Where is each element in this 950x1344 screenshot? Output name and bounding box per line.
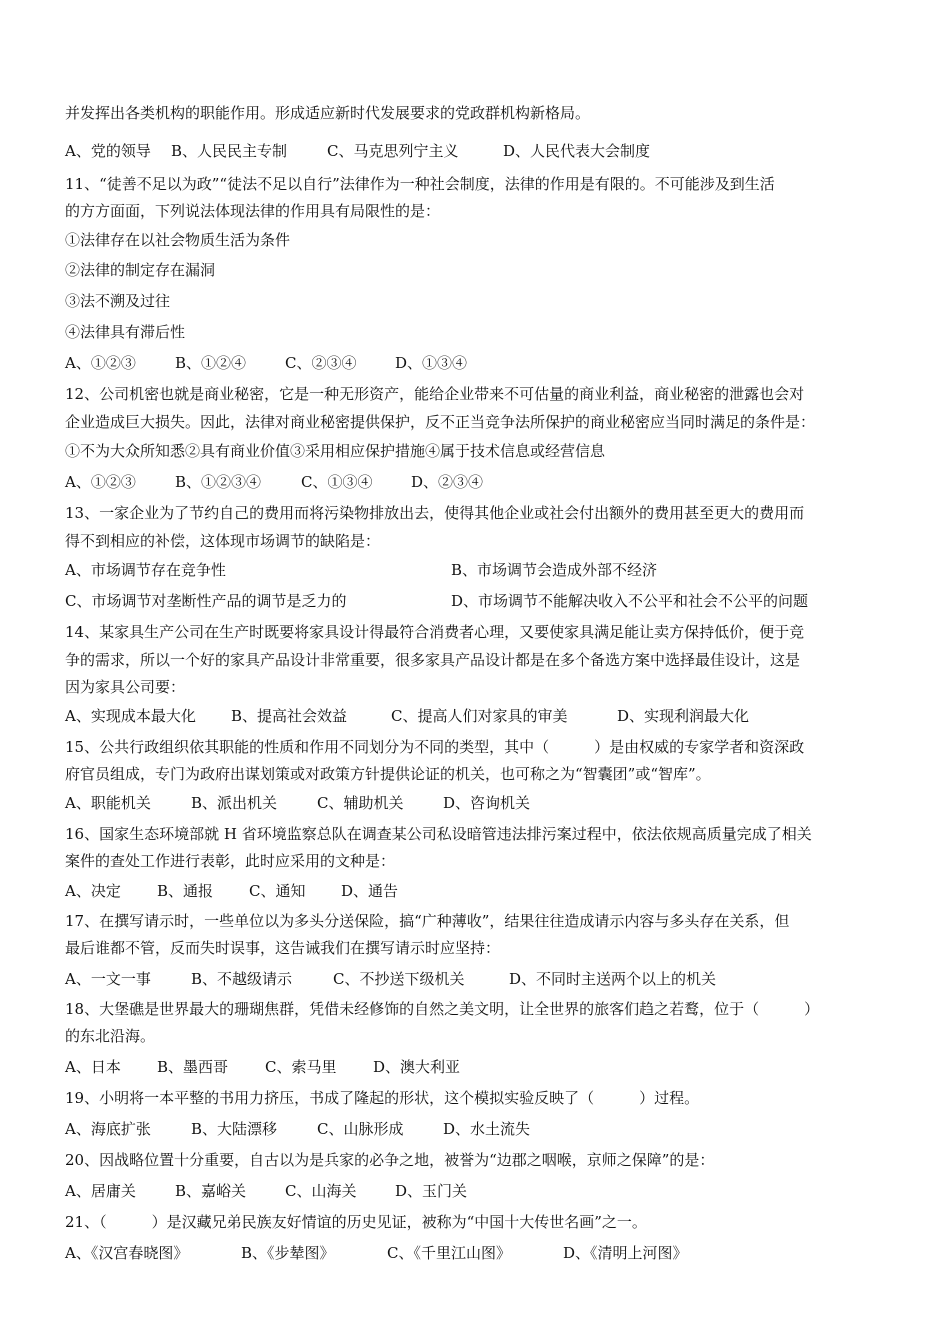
q12-options <box>65 473 483 492</box>
option-b: B、人民民主专制 <box>171 142 288 160</box>
q14-stem-line2: 争的需求，所以一个好的家具产品设计非常重要，很多家具产品设计都是在多个备选方案中选择最佳设计，这是 <box>65 651 801 669</box>
option-a: A、①②③ <box>65 473 136 491</box>
option-b: B、大陆漂移 <box>191 1120 278 1138</box>
q20-stem: 20、因战略位置十分重要，自古以为是兵家的必争之地，被誉为“边郡之咽喉，京师之保障”的是： <box>65 1151 715 1169</box>
option-d: D、澳大利亚 <box>373 1058 461 1076</box>
q11-item-2: ②法律的制定存在漏洞 <box>65 261 216 279</box>
option-c: C、辅助机关 <box>317 794 404 812</box>
q17-stem-line1: 17、在撰写请示时，一些单位以为多头分送保险，搞“广种薄收”，结果往往造成请示内容与多头存在关系，但 <box>65 912 790 930</box>
option-b: B、《步辇图》 <box>241 1244 335 1262</box>
q16-stem-line1: 16、国家生态环境部就 H 省环境监察总队在调查某公司私设暗管违法排污案过程中，依法依规高质量完成了相关 <box>65 825 812 843</box>
option-d: D、市场调节不能解决收入不公平和社会不公平的问题 <box>451 592 809 610</box>
option-d: D、水土流失 <box>443 1120 531 1138</box>
q11-item-1: ①法律存在以社会物质生活为条件 <box>65 231 291 249</box>
option-b: B、墨西哥 <box>157 1058 229 1076</box>
q11-stem-line2: 的方方面面，下列说法体现法律的作用具有局限性的是： <box>65 202 441 220</box>
q18-stem-line1: 18、大堡礁是世界最大的珊瑚焦群，凭借未经修饰的自然之美文明，让全世界的旅客们趋之若鹜，位于（ ） <box>65 1000 820 1018</box>
q14-options <box>65 707 749 726</box>
q12-stem-line1: 12、公司机密也就是商业秘密，它是一种无形资产，能给企业带来不可估量的商业利益，商业秘密的泄露也会对 <box>65 385 805 403</box>
q19-options <box>65 1120 530 1139</box>
q18-stem-line2: 的东北沿海。 <box>65 1027 156 1045</box>
option-a: A、《汉宫春晓图》 <box>65 1244 189 1262</box>
q13-options-row1 <box>65 561 837 580</box>
option-c: C、《千里江山图》 <box>387 1244 511 1262</box>
option-d: D、人民代表大会制度 <box>503 142 651 160</box>
q13-stem-line1: 13、一家企业为了节约自己的费用而将污染物排放出去，使得其他企业或社会付出额外的费用甚至更大的费用而 <box>65 504 805 522</box>
q14-stem-line3: 因为家具公司要： <box>65 678 186 696</box>
option-b: B、①②③④ <box>175 473 262 491</box>
q20-options <box>65 1182 467 1201</box>
option-c: C、通知 <box>249 882 306 900</box>
option-c: C、山海关 <box>285 1182 357 1200</box>
option-a: A、实现成本最大化 <box>65 707 196 725</box>
option-d: D、实现利润最大化 <box>617 707 750 725</box>
q17-options <box>65 970 716 989</box>
q10-options <box>65 142 650 161</box>
q14-stem-line1: 14、某家具生产公司在生产时既要将家具设计得最符合消费者心理，又要使家具满足能让卖方保持低价，便于竞 <box>65 623 805 641</box>
q19-stem: 19、小明将一本平整的书用力挤压，书成了隆起的形状，这个模拟实验反映了（ ）过程。 <box>65 1089 700 1107</box>
option-b: B、通报 <box>157 882 214 900</box>
option-d: D、咨询机关 <box>443 794 531 812</box>
q15-stem-line1: 15、公共行政组织依其职能的性质和作用不同划分为不同的类型，其中（ ）是由权威的专家学者和资深政 <box>65 738 805 756</box>
option-a: A、决定 <box>65 882 121 900</box>
option-c: C、市场调节对垄断性产品的调节是乏力的 <box>65 592 347 610</box>
q15-stem-line2: 府官员组成，专门为政府出谋划策或对政策方针提供论证的机关，也可称之为“智囊团”或“智库”。 <box>65 765 711 783</box>
option-d: D、②③④ <box>411 473 484 491</box>
option-d: D、通告 <box>341 882 399 900</box>
q21-options <box>65 1244 688 1263</box>
q11-item-3: ③法不溯及过往 <box>65 292 171 310</box>
q11-stem-line1: 11、“徒善不足以为政”“徒法不足以自行”法律作为一种社会制度，法律的作用是有限的。不可能涉及到生活 <box>65 175 775 193</box>
option-a: A、日本 <box>65 1058 121 1076</box>
q11-options <box>65 354 467 373</box>
option-a: A、居庸关 <box>65 1182 136 1200</box>
q21-stem: 21、（ ）是汉藏兄弟民族友好情谊的历史见证，被称为“中国十大传世名画”之一。 <box>65 1213 647 1231</box>
q17-stem-line2: 最后谁都不管，反而失时误事，这告诫我们在撰写请示时应坚持： <box>65 939 501 957</box>
q18-options <box>65 1058 460 1077</box>
option-d: D、①③④ <box>395 354 468 372</box>
continuation-line: 并发挥出各类机构的职能作用。形成适应新时代发展要求的党政群机构新格局。 <box>65 104 591 122</box>
q13-stem-line2: 得不到相应的补偿，这体现市场调节的缺陷是： <box>65 532 381 550</box>
option-b: B、市场调节会造成外部不经济 <box>451 561 658 579</box>
option-c: C、②③④ <box>285 354 357 372</box>
q11-item-4: ④法律具有滞后性 <box>65 323 186 341</box>
option-d: D、《清明上河图》 <box>563 1244 688 1262</box>
option-b: B、嘉峪关 <box>175 1182 247 1200</box>
option-c: C、①③④ <box>301 473 373 491</box>
q15-options <box>65 794 530 813</box>
option-d: D、不同时主送两个以上的机关 <box>509 970 717 988</box>
option-a: A、职能机关 <box>65 794 151 812</box>
option-c: C、马克思列宁主义 <box>327 142 459 160</box>
option-a: A、海底扩张 <box>65 1120 151 1138</box>
q13-options-row2 <box>65 592 837 611</box>
option-c: C、山脉形成 <box>317 1120 404 1138</box>
option-b: B、提高社会效益 <box>231 707 348 725</box>
option-a: A、一文一事 <box>65 970 151 988</box>
option-a: A、市场调节存在竞争性 <box>65 561 226 579</box>
q16-stem-line2: 案件的查处工作进行表彰，此时应采用的文种是： <box>65 852 396 870</box>
option-a: A、①②③ <box>65 354 136 372</box>
option-d: D、玉门关 <box>395 1182 468 1200</box>
q12-stem-line2: 企业造成巨大损失。因此，法律对商业秘密提供保护，反不正当竞争法所保护的商业秘密应当同时满足的条件是： <box>65 413 816 431</box>
option-a: A、党的领导 <box>65 142 151 160</box>
option-b: B、①②④ <box>175 354 247 372</box>
option-c: C、不抄送下级机关 <box>333 970 465 988</box>
q16-options <box>65 882 398 901</box>
option-b: B、派出机关 <box>191 794 278 812</box>
option-b: B、不越级请示 <box>191 970 293 988</box>
q12-conditions: ①不为大众所知悉②具有商业价值③采用相应保护措施④属于技术信息或经营信息 <box>65 442 606 460</box>
option-c: C、索马里 <box>265 1058 337 1076</box>
option-c: C、提高人们对家具的审美 <box>391 707 568 725</box>
